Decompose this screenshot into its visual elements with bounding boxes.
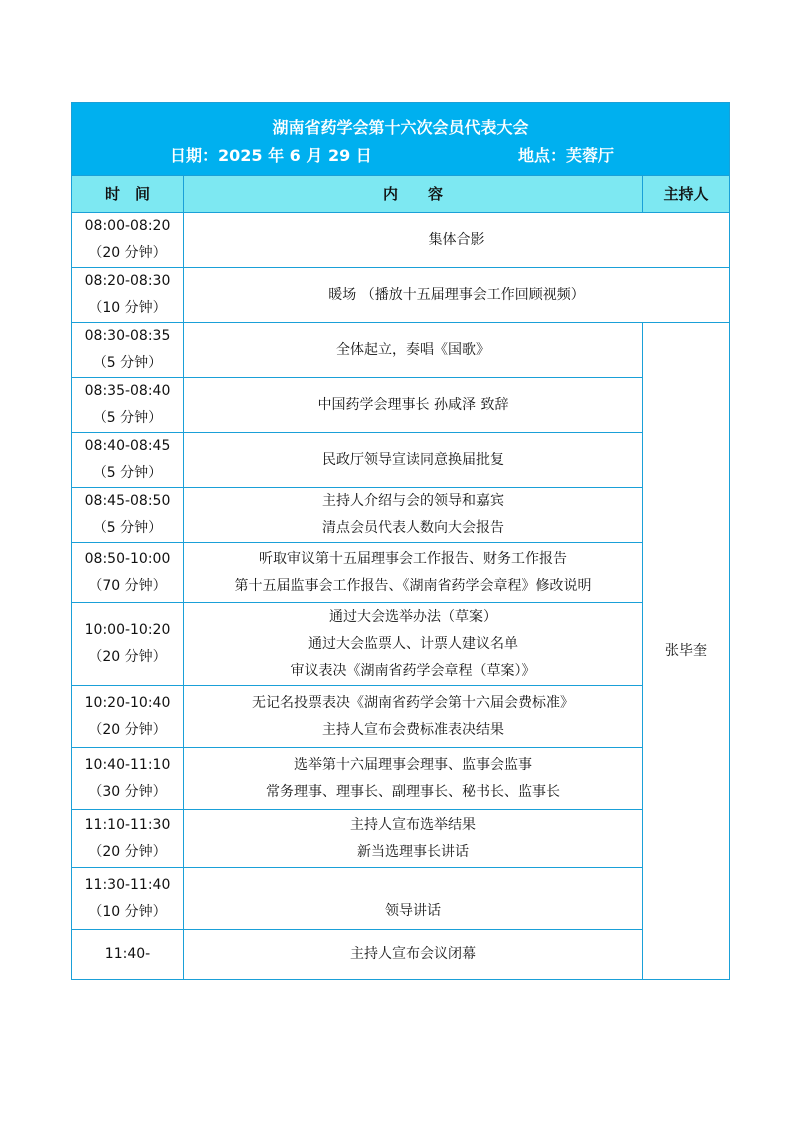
time-range: 08:35-08:40 xyxy=(84,383,171,399)
duration: （5 分钟） xyxy=(92,410,163,426)
content-line: 常务理事、理事长、副理事长、秘书长、监事长 xyxy=(266,783,560,800)
time-range: 11:30-11:40 xyxy=(84,876,171,893)
column-header-time: 时 间 xyxy=(72,176,184,213)
content-line: 第十五届监事会工作报告、《湖南省药学会章程》修改说明 xyxy=(234,577,592,594)
content-line: 全体起立，奏唱《国歌》 xyxy=(336,341,490,358)
time-range: 08:45-08:50 xyxy=(84,493,171,509)
column-header-content: 内 容 xyxy=(184,176,643,213)
table-row xyxy=(72,543,730,603)
table-row xyxy=(72,213,730,268)
table-row xyxy=(72,868,730,930)
duration: （10 分钟） xyxy=(88,903,167,920)
column-header-host: 主持人 xyxy=(643,176,730,213)
duration: （20 分钟） xyxy=(88,721,167,738)
time-range: 10:20-10:40 xyxy=(84,694,171,711)
content-line: 主持人宣布选举结果 xyxy=(350,816,476,833)
duration: （20 分钟） xyxy=(88,649,167,665)
content-line: 集体合影 xyxy=(428,231,485,248)
duration: （20 分钟） xyxy=(88,245,167,261)
duration: （20 分钟） xyxy=(88,843,167,860)
content-line: 民政厅领导宣读同意换届批复 xyxy=(322,451,504,468)
time-range: 10:00-10:20 xyxy=(84,622,171,638)
time-range: 10:40-11:10 xyxy=(84,756,171,773)
meeting-venue: 地点：芙蓉厅 xyxy=(518,146,615,165)
meeting-date: 日期：2025 年 6 月 29 日 xyxy=(170,146,372,165)
time-range: 08:50-10:00 xyxy=(84,550,171,567)
time-range: 11:10-11:30 xyxy=(84,816,171,833)
content-line: 领导讲话 xyxy=(385,903,441,919)
content-line: 暖场 （播放十五届理事会工作回顾视频） xyxy=(328,286,585,303)
duration: （5 分钟） xyxy=(92,465,163,481)
time-range: 08:20-08:30 xyxy=(84,273,171,289)
content-line: 主持人介绍与会的领导和嘉宾 xyxy=(322,493,504,509)
table-row xyxy=(72,433,730,488)
content-line: 审议表决《湖南省药学会章程（草案）》 xyxy=(290,662,536,679)
content-line: 无记名投票表决《湖南省药学会第十六届会费标准》 xyxy=(252,694,574,711)
time-range: 08:00-08:20 xyxy=(84,218,171,234)
table-row xyxy=(72,748,730,810)
agenda-title-cell xyxy=(72,103,730,176)
duration: （5 分钟） xyxy=(92,355,163,371)
table-row xyxy=(72,268,730,323)
duration: （5 分钟） xyxy=(92,520,163,536)
meeting-title: 湖南省药学会第十六次会员代表大会 xyxy=(272,118,529,137)
duration: （70 分钟） xyxy=(88,577,167,594)
table-row xyxy=(72,378,730,433)
content-line: 主持人宣布会费标准表决结果 xyxy=(322,721,504,738)
content-line: 通过大会监票人、计票人建议名单 xyxy=(308,635,518,652)
agenda-table xyxy=(71,102,730,980)
content-line: 清点会员代表人数向大会报告 xyxy=(322,520,504,536)
content-line: 选举第十六届理事会理事、监事会监事 xyxy=(294,756,532,773)
content-line: 新当选理事长讲话 xyxy=(357,843,469,860)
content-line: 通过大会选举办法（草案） xyxy=(329,608,497,625)
time-range: 08:40-08:45 xyxy=(84,438,171,454)
content-line: 主持人宣布会议闭幕 xyxy=(350,946,476,962)
table-row xyxy=(72,603,730,686)
duration: （30 分钟） xyxy=(88,783,167,800)
table-row xyxy=(72,686,730,748)
content-line: 中国药学会理事长 孙咸泽 致辞 xyxy=(317,396,509,413)
table-row xyxy=(72,488,730,543)
table-row xyxy=(72,323,730,378)
table-row xyxy=(72,930,730,980)
host-name: 张毕奎 xyxy=(643,323,730,980)
time-range: 08:30-08:35 xyxy=(84,328,171,344)
content-line: 听取审议第十五届理事会工作报告、财务工作报告 xyxy=(259,550,567,567)
duration: （10 分钟） xyxy=(88,300,167,316)
time-range: 11:40- xyxy=(104,946,151,962)
table-row xyxy=(72,810,730,868)
